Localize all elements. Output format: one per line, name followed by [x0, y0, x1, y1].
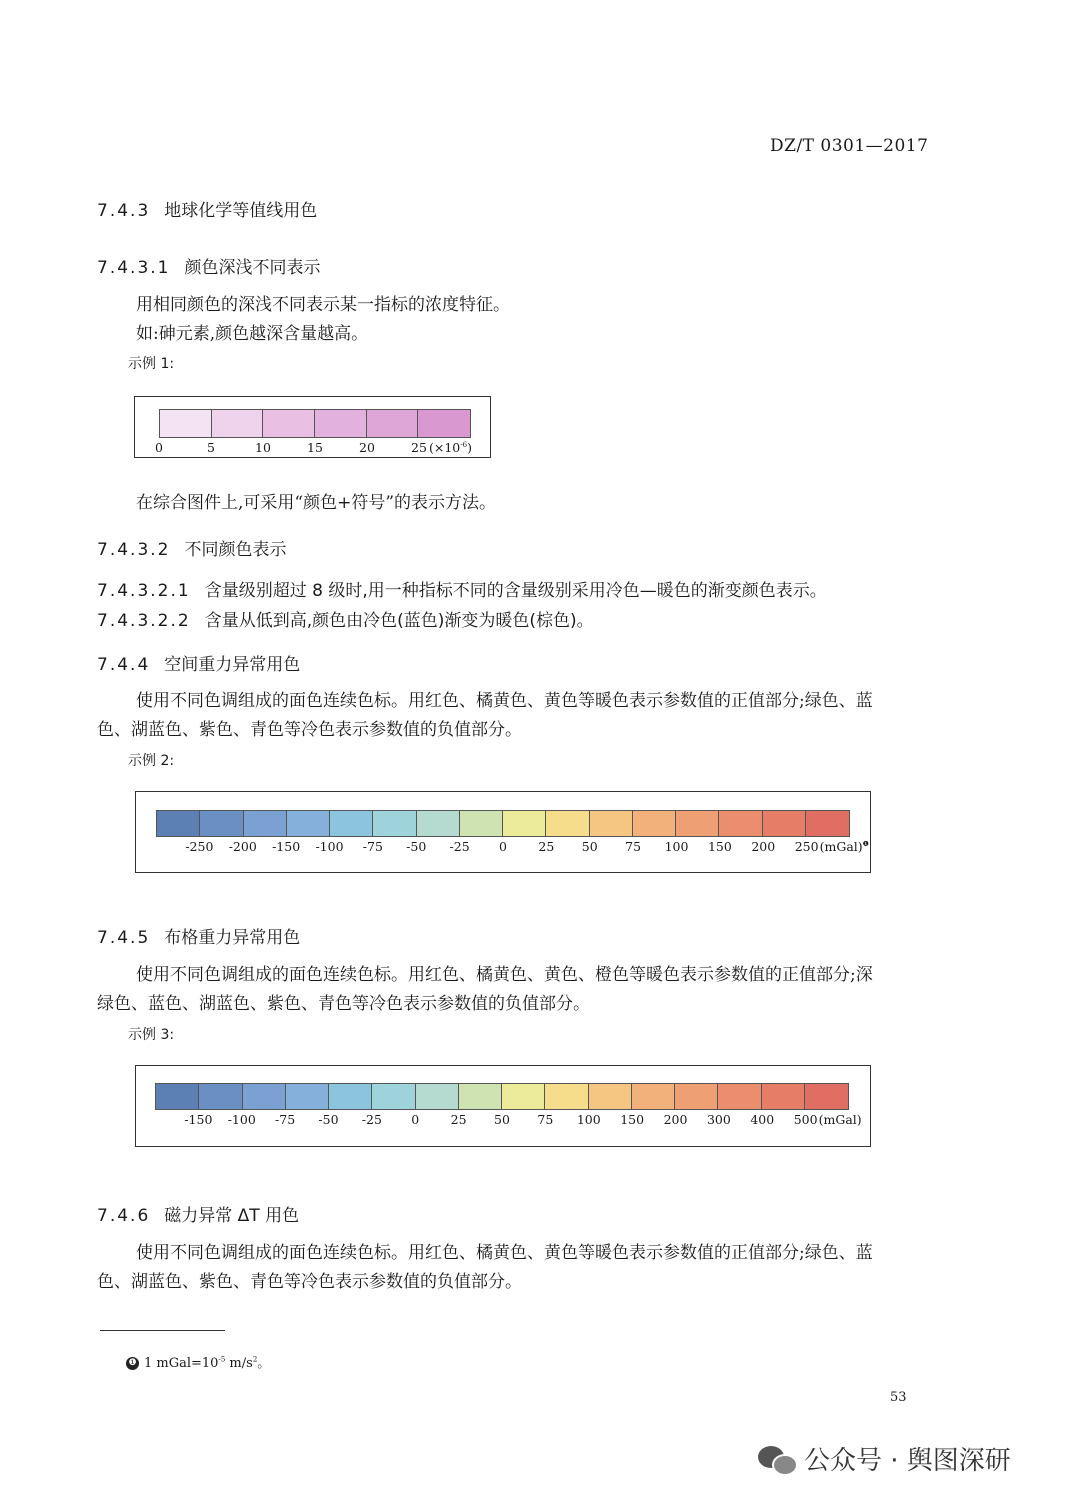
- clause-text: 含量级别超过 8 级时,用一种指标不同的含量级别采用冷色—暖色的渐变颜色表示。: [204, 581, 827, 601]
- footnote-text: 1 mGal=10: [144, 1356, 219, 1371]
- section-number: 7.4.3: [97, 201, 151, 221]
- scale-tick-label: 25: [538, 839, 555, 854]
- scale-tick-label: 10: [255, 440, 271, 455]
- scale-tick-label: 25: [450, 1112, 467, 1127]
- color-swatch: [806, 811, 849, 836]
- footnote-reference: ❶: [862, 839, 869, 848]
- color-swatch: [632, 1084, 675, 1109]
- color-swatch: [418, 410, 470, 437]
- paragraph: 绿色、蓝色、湖蓝色、紫色、青色等冷色表示参数值的负值部分。: [97, 994, 590, 1014]
- color-swatch: [244, 811, 287, 836]
- section-title: 地球化学等值线用色: [164, 201, 318, 221]
- color-swatch: [633, 811, 676, 836]
- scale-tick-label: 100: [664, 839, 689, 854]
- color-swatch: [372, 1084, 415, 1109]
- section-7-4-3-2: [97, 535, 286, 560]
- footnote-exponent-2: 2: [252, 1355, 258, 1364]
- watermark: [758, 1440, 1011, 1477]
- paragraph: 在综合图件上,可采用“颜色+符号”的表示方法。: [136, 493, 497, 513]
- scale-tick-label: 0: [499, 839, 507, 854]
- scale-tick-label: 50: [494, 1112, 510, 1127]
- color-swatch: [156, 1084, 199, 1109]
- color-swatch: [243, 1084, 286, 1109]
- color-swatch: [160, 410, 212, 437]
- scale-tick-label: 200: [751, 839, 776, 854]
- scale-tick-label: 0: [411, 1112, 420, 1127]
- paragraph: 用相同颜色的深浅不同表示某一指标的浓度特征。: [136, 295, 510, 315]
- color-swatch: [589, 1084, 632, 1109]
- section-title: 磁力异常 ΔT 用色: [164, 1206, 300, 1226]
- section-number: 7.4.6: [97, 1206, 151, 1226]
- section-title: 布格重力异常用色: [164, 928, 301, 948]
- color-swatch: [718, 1084, 761, 1109]
- section-title: 空间重力异常用色: [164, 655, 301, 675]
- footnote-end: 。: [257, 1356, 271, 1371]
- footnote-unit: m/s: [225, 1356, 253, 1371]
- section-number: 7.4.5: [97, 928, 151, 948]
- clause-7-4-3-2-2: [97, 606, 594, 631]
- paragraph: 色、湖蓝色、紫色、青色等冷色表示参数值的负值部分。: [97, 720, 522, 740]
- color-swatch: [417, 811, 460, 836]
- scale-tick-label: 75: [537, 1112, 554, 1127]
- clause-number: 7.4.3.2.2: [97, 611, 191, 631]
- scale-tick-label: -150: [184, 1112, 213, 1127]
- color-swatch: [212, 410, 264, 437]
- color-swatch: [459, 1084, 502, 1109]
- scale-tick-label: -200: [228, 839, 257, 854]
- scale-tick-label: 250: [794, 839, 819, 854]
- color-scale-1: [159, 409, 471, 438]
- scale-tick-label: -75: [275, 1112, 296, 1127]
- scale-tick-label: -150: [272, 839, 301, 854]
- example-label: 示例 2:: [128, 753, 175, 769]
- color-swatch: [545, 1084, 588, 1109]
- color-swatch: [763, 811, 806, 836]
- scale-tick-label: 300: [706, 1112, 731, 1127]
- footnote-exponent: -5: [218, 1355, 226, 1364]
- scale-tick-label: 0: [155, 440, 163, 455]
- color-swatch: [675, 1084, 718, 1109]
- example-1-box: [134, 396, 491, 458]
- wechat-icon: [758, 1444, 794, 1474]
- color-swatch: [367, 410, 419, 437]
- paragraph: 使用不同色调组成的面色连续色标。用红色、橘黄色、黄色等暖色表示参数值的正值部分;绿色、蓝: [136, 1243, 873, 1263]
- section-7-4-5: [97, 923, 300, 948]
- section-number: 7.4.3.2: [97, 540, 171, 560]
- section-7-4-4: [97, 650, 300, 675]
- color-swatch: [503, 811, 546, 836]
- scale-tick-label: 5: [207, 440, 215, 455]
- scale-tick-label: -25: [361, 1112, 382, 1127]
- example-label: 示例 1:: [128, 356, 175, 372]
- color-swatch: [762, 1084, 805, 1109]
- scale-tick-label: 200: [663, 1112, 688, 1127]
- section-7-4-3: [97, 196, 317, 221]
- scale-tick-label: -50: [318, 1112, 339, 1127]
- color-swatch: [315, 410, 367, 437]
- color-swatch: [330, 811, 373, 836]
- color-swatch: [676, 811, 719, 836]
- paragraph: 如:砷元素,颜色越深含量越高。: [136, 324, 369, 344]
- footnote-divider: [100, 1330, 225, 1331]
- scale-unit: $(\times 10^{-6})$: [429, 440, 472, 455]
- section-title: 颜色深浅不同表示: [184, 258, 321, 278]
- clause-7-4-3-2-1: [97, 576, 827, 601]
- watermark-text: 公众号 · 舆图深研: [804, 1446, 1011, 1476]
- color-swatch: [502, 1084, 545, 1109]
- paragraph: 色、湖蓝色、紫色、青色等冷色表示参数值的负值部分。: [97, 1272, 522, 1292]
- scale-tick-label: -50: [406, 839, 427, 854]
- footnote-mark: ❶: [126, 1357, 139, 1370]
- color-scale-3: [155, 1083, 849, 1110]
- color-swatch: [416, 1084, 459, 1109]
- scale-tick-label: 50: [581, 839, 598, 854]
- scale-tick-label: 25: [411, 440, 427, 455]
- color-swatch: [590, 811, 633, 836]
- color-swatch: [286, 1084, 329, 1109]
- example-3-box: [135, 1065, 871, 1147]
- scale-tick-label: -25: [449, 839, 470, 854]
- color-swatch: [546, 811, 589, 836]
- clause-number: 7.4.3.2.1: [97, 581, 191, 601]
- section-7-4-6: [97, 1201, 299, 1226]
- scale-tick-label: 20: [359, 440, 375, 455]
- color-swatch: [200, 811, 243, 836]
- document-code: DZ/T 0301—2017: [770, 136, 929, 156]
- paragraph: 使用不同色调组成的面色连续色标。用红色、橘黄色、黄色、橙色等暖色表示参数值的正值部分;深: [136, 965, 873, 985]
- example-2-box: [135, 791, 871, 873]
- color-scale-2: [156, 810, 850, 837]
- page-number: 53: [890, 1390, 907, 1405]
- scale-tick-label: 400: [750, 1112, 775, 1127]
- scale-tick-label: -100: [227, 1112, 256, 1127]
- scale-tick-label: 15: [307, 440, 323, 455]
- color-swatch: [373, 811, 416, 836]
- color-swatch: [157, 811, 200, 836]
- color-swatch: [287, 811, 330, 836]
- color-swatch: [719, 811, 762, 836]
- section-7-4-3-1: [97, 253, 320, 278]
- clause-text: 含量从低到高,颜色由冷色(蓝色)渐变为暖色(棕色)。: [204, 611, 594, 631]
- color-swatch: [460, 811, 503, 836]
- scale-tick-label: 75: [625, 839, 642, 854]
- color-swatch: [199, 1084, 242, 1109]
- scale-unit: (mGal): [818, 1112, 862, 1127]
- section-number: 7.4.3.1: [97, 258, 171, 278]
- footnote: [126, 1352, 270, 1371]
- scale-tick-label: -250: [185, 839, 214, 854]
- example-label: 示例 3:: [128, 1027, 175, 1043]
- scale-tick-label: -100: [315, 839, 344, 854]
- color-swatch: [805, 1084, 848, 1109]
- color-swatch: [263, 410, 315, 437]
- scale-tick-label: -75: [362, 839, 383, 854]
- scale-unit: (mGal)$^❶$: [819, 839, 869, 854]
- paragraph: 使用不同色调组成的面色连续色标。用红色、橘黄色、黄色等暖色表示参数值的正值部分;绿色、蓝: [136, 691, 873, 711]
- section-title: 不同颜色表示: [184, 540, 287, 560]
- scale-tick-label: 500: [793, 1112, 818, 1127]
- color-swatch: [329, 1084, 372, 1109]
- scale-tick-label: 150: [707, 839, 732, 854]
- section-number: 7.4.4: [97, 655, 151, 675]
- scale-tick-label: 100: [576, 1112, 601, 1127]
- scale-tick-label: 150: [620, 1112, 645, 1127]
